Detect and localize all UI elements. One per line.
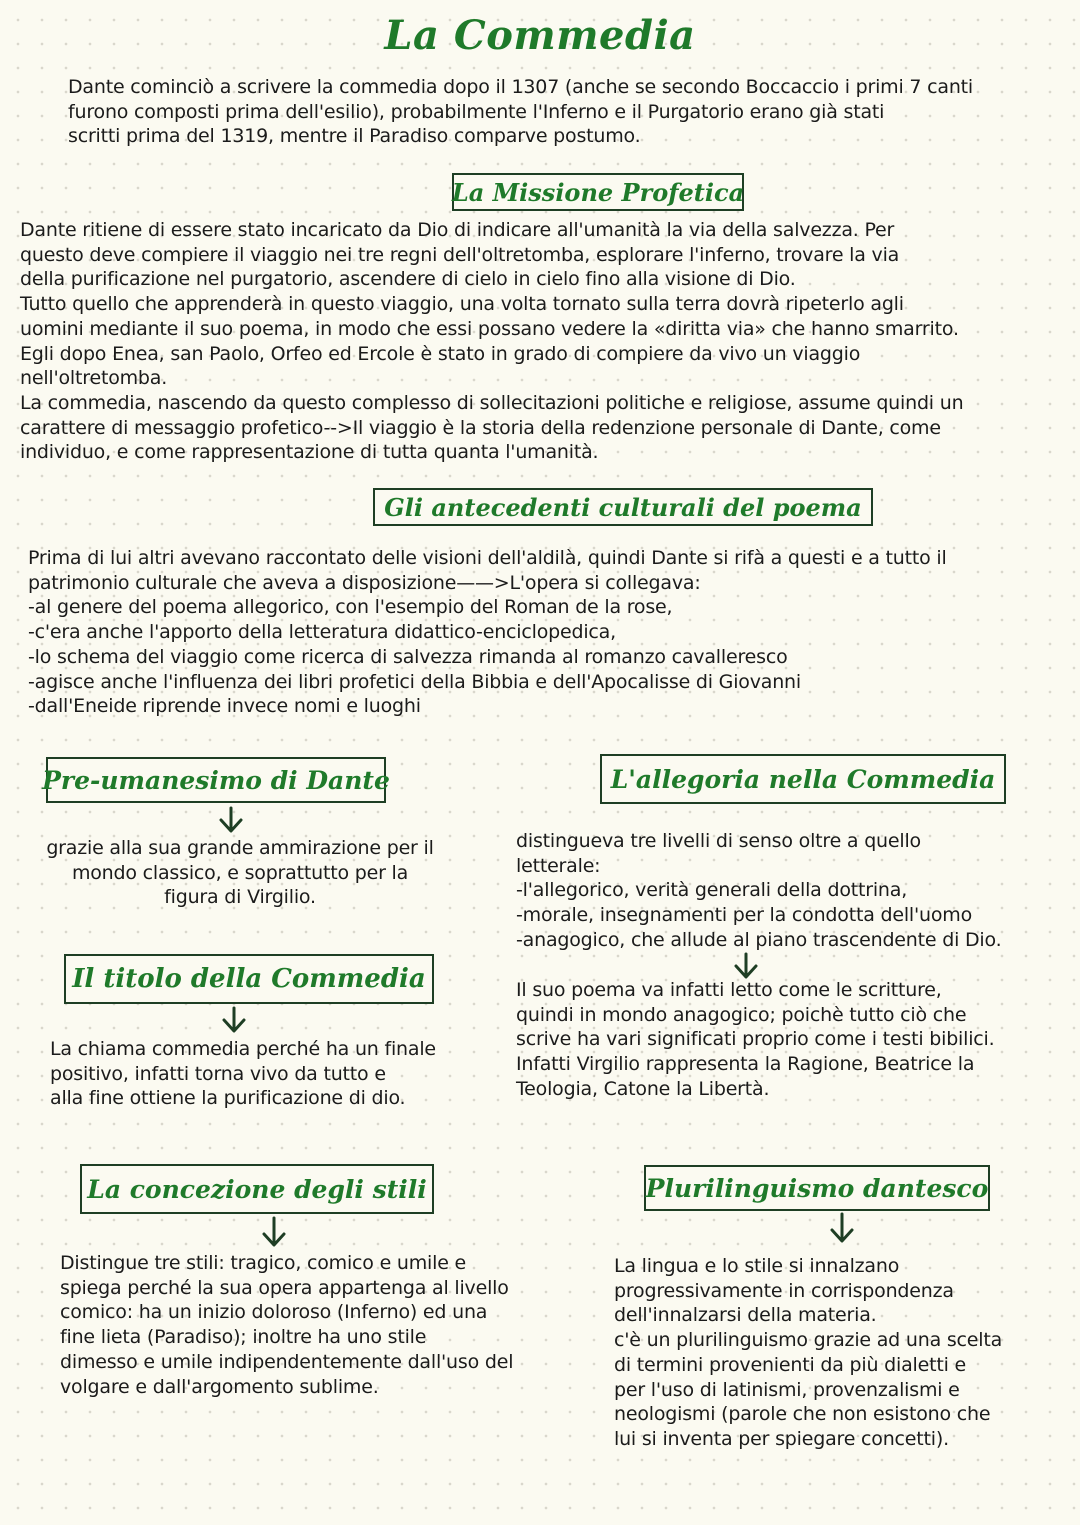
intro-paragraph	[68, 75, 1058, 149]
text-line: scrive ha vari significati proprio come i testi bibilici.	[516, 1028, 995, 1051]
heading-pre-umanesimo: Pre-umanesimo di Dante	[46, 757, 386, 803]
text-line: -al genere del poema allegorico, con l'esempio del Roman de la rose,	[28, 596, 673, 619]
plurilinguismo-paragraph	[614, 1254, 1054, 1452]
text-line: -anagogico, che allude al piano trascendente di Dio.	[516, 928, 1002, 951]
heading-missione-profetica: La Missione Profetica	[452, 173, 744, 211]
text-line: -agisce anche l'influenza dei libri profetici della Bibbia e dell'Apocalisse di Giovanni	[28, 670, 801, 693]
text-line: -c'era anche l'apporto della letteratura didattico-enciclopedica,	[28, 621, 616, 644]
text-line: -l'allegorico, verità generali della dottrina,	[516, 879, 908, 902]
allegoria-paragraph-2	[516, 978, 1066, 1102]
text-line: carattere di messaggio profetico-->Il viaggio è la storia della redenzione personale di Dante, come	[20, 416, 941, 439]
allegoria-paragraph	[516, 829, 1066, 953]
text-line: Dante cominciò a scrivere la commedia dopo il 1307 (anche se secondo Boccaccio i primi 7 canti	[68, 76, 974, 98]
text-line: progressivamente in corrispondenza	[614, 1279, 954, 1302]
text-line: figura di Virgilio.	[164, 886, 316, 909]
text-line: spiega perché la sua opera appartenga al livello	[60, 1276, 509, 1299]
text-line: positivo, infatti torna vivo da tutto e	[50, 1062, 386, 1085]
text-line: Dante ritiene di essere stato incaricato da Dio di indicare all'umanità la via della salvezza. Per	[20, 219, 895, 241]
text-line: -lo schema del viaggio come ricerca di salvezza rimanda al romanzo cavalleresco	[28, 645, 788, 668]
text-line: dell'innalzarsi della materia.	[614, 1304, 877, 1327]
text-line: La chiama commedia perché ha un finale	[50, 1038, 436, 1060]
arrow-down-icon	[731, 952, 761, 980]
text-line: Egli dopo Enea, san Paolo, Orfeo ed Ercole è stato in grado di compiere da vivo un viaggio	[20, 342, 861, 365]
text-line: per l'uso di latinismi, provenzalismi e	[614, 1378, 960, 1401]
page-title: La Commedia	[384, 12, 696, 59]
text-line: volgare e dall'argomento sublime.	[60, 1375, 379, 1398]
text-line: nell'oltretomba.	[20, 367, 168, 390]
text-line: di termini provenienti da più dialetti e	[614, 1353, 966, 1376]
arrow-down-icon	[259, 1216, 289, 1248]
heading-antecedenti-culturali: Gli antecedenti culturali del poema	[373, 488, 873, 526]
titolo-paragraph	[50, 1037, 470, 1111]
text-line: alla fine ottiene la purificazione di dio.	[50, 1087, 406, 1110]
text-line: -dall'Eneide riprende invece nomi e luoghi	[28, 695, 421, 718]
text-line: quindi in mondo anagogico; poichè tutto ciò che	[516, 1003, 967, 1026]
text-line: c'è un plurilinguismo grazie ad una scelta	[614, 1329, 1003, 1352]
arrow-down-icon	[216, 806, 246, 834]
antecedenti-paragraph	[28, 546, 1058, 719]
text-line: mondo classico, e soprattutto per la	[71, 861, 409, 884]
text-line: fine lieta (Paradiso); inoltre ha uno stile	[60, 1326, 427, 1349]
text-line: Teologia, Catone la Libertà.	[516, 1077, 770, 1100]
text-line: Infatti Virgilio rappresenta la Ragione, Beatrice la	[516, 1053, 975, 1076]
text-line: Distingue tre stili: tragico, comico e umile e	[60, 1252, 467, 1274]
text-line: patrimonio culturale che aveva a disposizione——>L'opera si collegava:	[28, 571, 701, 594]
text-line: furono composti prima dell'esilio), probabilmente l'Inferno e il Purgatorio erano già stati	[68, 100, 885, 123]
text-line: neologismi (parole che non esistono che	[614, 1403, 991, 1426]
text-line: Prima di lui altri avevano raccontato delle visioni dell'aldilà, quindi Dante si rifà a questi e a tutto il	[28, 547, 947, 569]
text-line: questo deve compiere il viaggio nei tre regni dell'oltretomba, esplorare l'inferno, trovare la via	[20, 243, 900, 266]
text-line: grazie alla sua grande ammirazione per il	[46, 837, 434, 859]
text-line: distingueva tre livelli di senso oltre a quello	[516, 830, 921, 852]
text-line: -morale, insegnamenti per la condotta dell'uomo	[516, 904, 973, 927]
heading-titolo: Il titolo della Commedia	[64, 954, 434, 1004]
text-line: individuo, e come rappresentazione di tutta quanta l'umanità.	[20, 441, 599, 464]
arrow-down-icon	[827, 1212, 857, 1244]
text-line: La lingua e lo stile si innalzano	[614, 1255, 900, 1277]
text-line: La commedia, nascendo da questo complesso di sollecitazioni politiche e religiose, assume quindi un	[20, 391, 964, 414]
text-line: Tutto quello che apprenderà in questo viaggio, una volta tornato sulla terra dovrà ripeterlo agli	[20, 293, 904, 316]
text-line: Il suo poema va infatti letto come le scritture,	[516, 979, 942, 1001]
stili-paragraph	[60, 1251, 540, 1399]
text-line: lui si inventa per spiegare concetti).	[614, 1427, 949, 1450]
arrow-down-icon	[219, 1006, 249, 1034]
text-line: della purificazione nel purgatorio, ascendere di cielo in cielo fino alla visione di Dio.	[20, 268, 796, 291]
text-line: comico: ha un inizio doloroso (Inferno) ed una	[60, 1301, 488, 1324]
text-line: dimesso e umile indipendentemente dall'uso del	[60, 1350, 514, 1373]
heading-plurilinguismo: Plurilinguismo dantesco	[644, 1165, 990, 1211]
heading-stili: La concezione degli stili	[80, 1164, 434, 1214]
text-line: letterale:	[516, 854, 601, 877]
text-line: scritti prima del 1319, mentre il Paradiso comparve postumo.	[68, 125, 641, 148]
preumanesimo-paragraph	[20, 836, 460, 910]
missione-paragraph	[20, 218, 1065, 465]
text-line: uomini mediante il suo poema, in modo che essi possano vedere la «diritta via» che hanno smarrito.	[20, 317, 959, 340]
heading-allegoria: L'allegoria nella Commedia	[600, 754, 1006, 804]
